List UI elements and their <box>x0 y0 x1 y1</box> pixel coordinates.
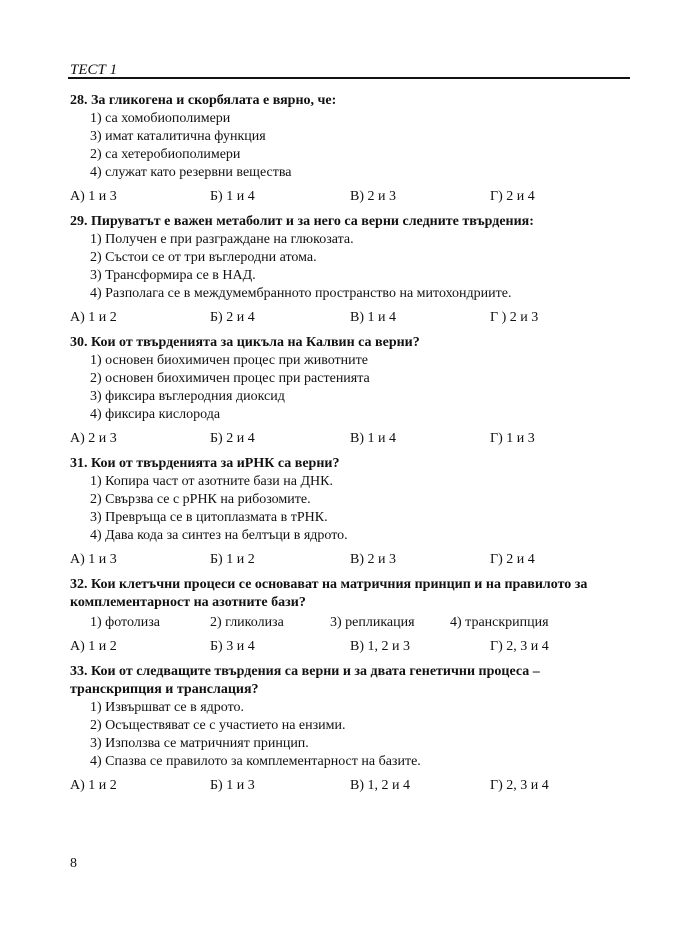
process-option-row <box>70 614 630 632</box>
statement: 3) Използва се матричният принцип. <box>90 736 309 751</box>
question-title <box>70 213 630 231</box>
process-option: 1) фотолиза <box>90 615 161 630</box>
answer-option-g: Г) 2 и 4 <box>490 552 535 567</box>
answer-option-b: Б) 1 и 3 <box>210 778 255 793</box>
question-number: 31. <box>70 456 88 471</box>
statement: 4) Дава кода за синтез на белтъци в ядрото. <box>90 528 348 543</box>
running-head: ТЕСТ 1 <box>70 62 118 78</box>
question-31 <box>70 455 630 569</box>
statement: 1) Получен е при разграждане на глюкозата. <box>90 232 354 247</box>
question-28 <box>70 92 630 206</box>
answer-option-a: А) 1 и 2 <box>70 639 117 654</box>
answer-row <box>70 188 630 206</box>
question-32 <box>70 576 630 656</box>
question-title <box>70 455 630 473</box>
statement: 1) основен биохимичен процес при животните <box>90 353 368 368</box>
question-text: Кои от твърденията за цикъла на Калвин са верни? <box>91 335 420 350</box>
question-number: 29. <box>70 214 88 229</box>
question-text: За гликогена и скорбялата е вярно, че: <box>91 93 337 108</box>
answer-option-g: Г ) 2 и 3 <box>490 310 539 325</box>
statement: 3) Трансформира се в НАД. <box>90 268 256 283</box>
answer-option-b: Б) 1 и 4 <box>210 189 255 204</box>
statement: 1) Копира част от азотните бази на ДНК. <box>90 474 333 489</box>
statement: 2) Свързва се с рРНК на рибозомите. <box>90 492 311 507</box>
process-option: 3) репликация <box>330 615 415 630</box>
statement: 4) Спазва се правилото за комплементарност на базите. <box>90 754 421 769</box>
answer-option-b: Б) 2 и 4 <box>210 431 255 446</box>
answer-option-a: А) 1 и 3 <box>70 189 117 204</box>
process-option: 4) транскрипция <box>450 615 549 630</box>
statement: 3) Превръща се в цитоплазмата в тРНК. <box>90 510 328 525</box>
question-number: 32. <box>70 577 88 592</box>
statement-list <box>70 231 630 303</box>
statement: 1) Извършват се в ядрото. <box>90 700 244 715</box>
statement: 3) фиксира въглеродния диоксид <box>90 389 285 404</box>
statement: 3) имат каталитична функция <box>90 129 266 144</box>
question-number: 28. <box>70 93 88 108</box>
answer-row <box>70 309 630 327</box>
answer-option-g: Г) 2, 3 и 4 <box>490 639 549 654</box>
statement: 4) Разполага се в междумембранното пространство на митохондриите. <box>90 286 512 301</box>
answer-option-b: Б) 2 и 4 <box>210 310 255 325</box>
answer-option-v: В) 1 и 4 <box>350 431 396 446</box>
answer-row <box>70 638 630 656</box>
statement: 2) Състои се от три въглеродни атома. <box>90 250 317 265</box>
answer-row <box>70 430 630 448</box>
statement: 2) основен биохимичен процес при растенията <box>90 371 370 386</box>
question-title <box>70 334 630 352</box>
statement: 4) служат като резервни вещества <box>90 165 292 180</box>
answer-option-g: Г) 1 и 3 <box>490 431 535 446</box>
question-title <box>70 92 630 110</box>
statement-list <box>70 352 630 424</box>
statement: 4) фиксира кислорода <box>90 407 221 422</box>
statement-list <box>70 473 630 545</box>
answer-option-v: В) 2 и 3 <box>350 189 396 204</box>
answer-option-v: В) 2 и 3 <box>350 552 396 567</box>
question-text: Кои клетъчни процеси се основават на матричния принцип и на правилото за комплементарност на азотните бази? <box>70 577 588 610</box>
statement-list <box>70 110 630 182</box>
question-list <box>70 92 630 802</box>
statement: 2) Осъществяват се с участието на ензими. <box>90 718 346 733</box>
answer-option-a: А) 1 и 3 <box>70 552 117 567</box>
question-30 <box>70 334 630 448</box>
question-number: 30. <box>70 335 88 350</box>
question-33 <box>70 663 630 795</box>
statement: 2) са хетеробиополимери <box>90 147 241 162</box>
statement: 1) са хомобиополимери <box>90 111 231 126</box>
question-title <box>70 576 630 612</box>
answer-option-g: Г) 2 и 4 <box>490 189 535 204</box>
header-rule <box>68 77 630 79</box>
question-text: Кои от следващите твърдения са верни и за двата генетични процеса – транскрипция и транслация? <box>70 664 540 697</box>
answer-option-b: Б) 1 и 2 <box>210 552 255 567</box>
answer-option-v: В) 1 и 4 <box>350 310 396 325</box>
answer-row <box>70 777 630 795</box>
question-29 <box>70 213 630 327</box>
answer-option-b: Б) 3 и 4 <box>210 639 255 654</box>
answer-option-a: А) 1 и 2 <box>70 310 117 325</box>
question-number: 33. <box>70 664 88 679</box>
process-option: 2) гликолиза <box>210 615 284 630</box>
answer-option-v: В) 1, 2 и 4 <box>350 778 410 793</box>
answer-option-a: А) 1 и 2 <box>70 778 117 793</box>
question-title <box>70 663 630 699</box>
question-text: Пируватът е важен метаболит и за него са верни следните твърдения: <box>91 214 534 229</box>
answer-row <box>70 551 630 569</box>
answer-option-g: Г) 2, 3 и 4 <box>490 778 549 793</box>
question-text: Кои от твърденията за иРНК са верни? <box>91 456 340 471</box>
page-number: 8 <box>70 856 77 871</box>
answer-option-a: А) 2 и 3 <box>70 431 117 446</box>
statement-list <box>70 699 630 771</box>
answer-option-v: В) 1, 2 и 3 <box>350 639 410 654</box>
